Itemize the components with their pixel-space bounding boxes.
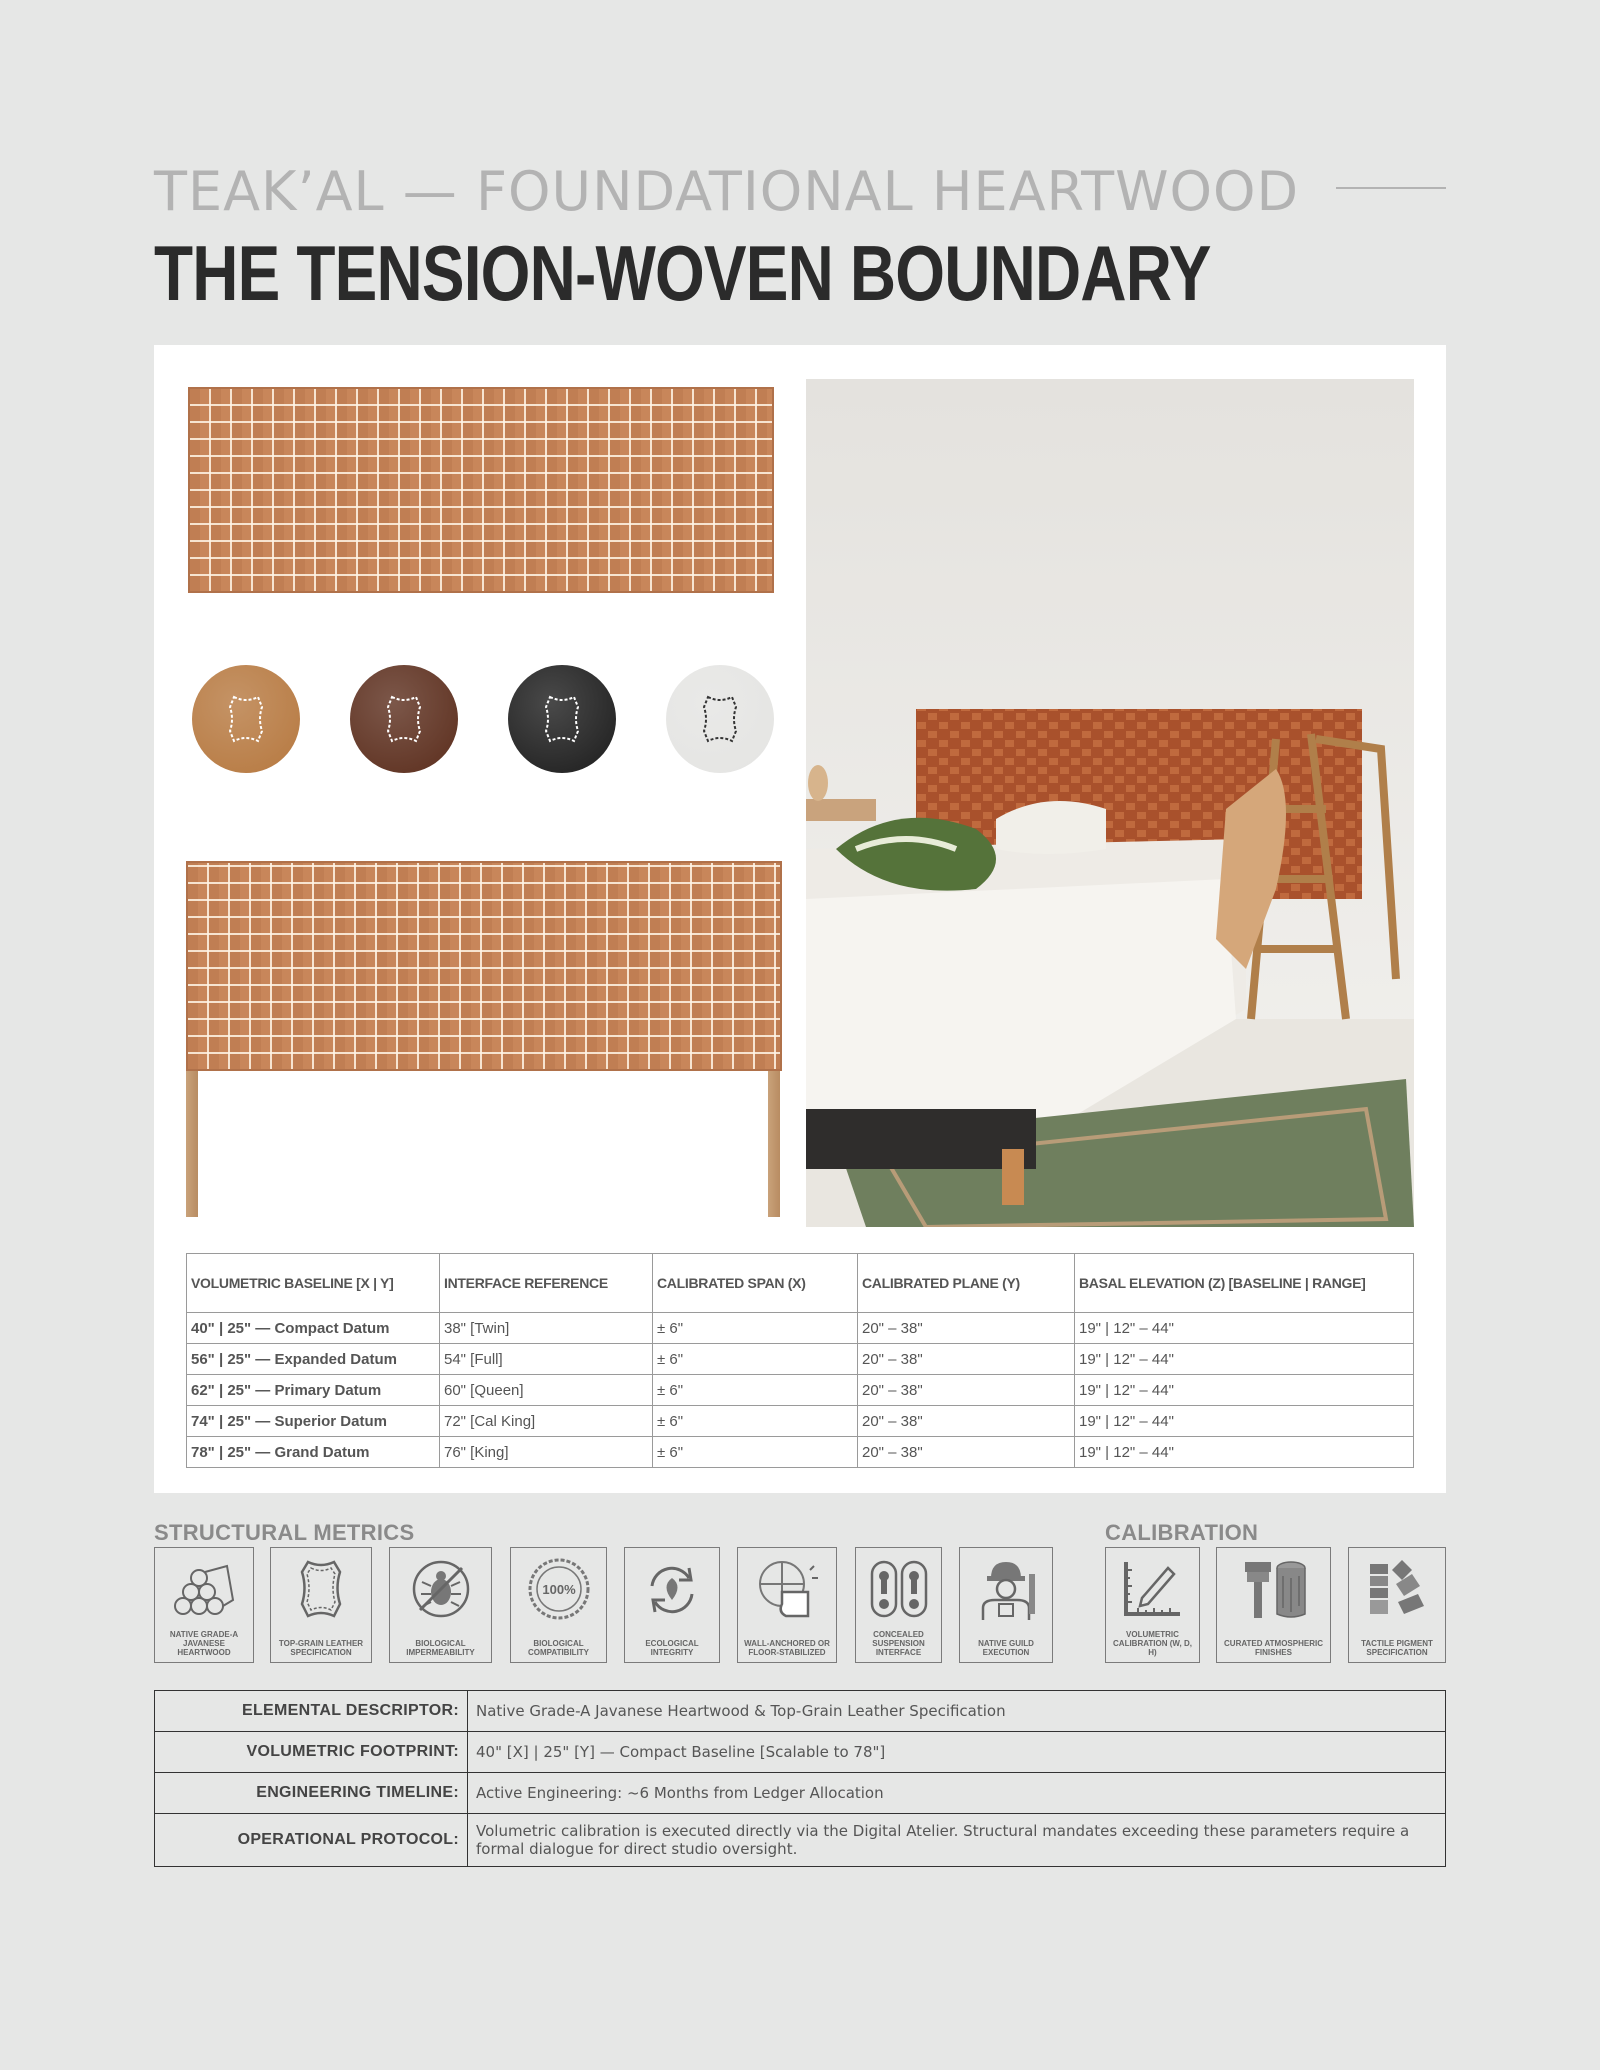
badge-caption: BIOLOGICAL IMPERMEABILITY [406,1639,475,1657]
headboard-wall-image [188,387,774,593]
table-cell: 54" [Full] [440,1344,653,1375]
info-row [155,1814,1446,1867]
badge-caption: ECOLOGICAL INTEGRITY [645,1639,699,1657]
info-key: VOLUMETRIC FOOTPRINT: [155,1732,468,1773]
swatch-black[interactable] [508,665,616,773]
craftsman-icon [971,1556,1041,1622]
color-fan-icon [1362,1556,1432,1622]
table-cell: 19" | 12" – 44" [1075,1437,1414,1468]
brush-stump-icon [1239,1556,1309,1622]
eco-cycle-icon [637,1556,707,1622]
bedroom-photo [806,379,1414,1227]
headboard-leg-right [768,1071,780,1217]
table-row [187,1406,1414,1437]
badge-caption: VOLUMETRIC CALIBRATION (W, D, H) [1113,1630,1192,1657]
badge-ecological [624,1547,720,1663]
info-row [155,1691,1446,1732]
badge-volumetric-calibration [1105,1547,1200,1663]
table-cell: 56" | 25" — Expanded Datum [187,1344,440,1375]
leather-hide-icon [690,689,750,749]
badge-caption: BIOLOGICAL COMPATIBILITY [527,1639,590,1657]
info-row [155,1773,1446,1814]
table-cell: 20" – 38" [858,1406,1075,1437]
table-cell: ± 6" [653,1375,858,1406]
badge-suspension [855,1547,942,1663]
table-cell: ± 6" [653,1344,858,1375]
table-cell: 60" [Queen] [440,1375,653,1406]
info-value: Active Engineering: ~6 Months from Ledger Allocation [468,1773,1446,1814]
badge-caption: WALL-ANCHORED OR FLOOR-STABILIZED [744,1639,830,1657]
info-value: Native Grade-A Javanese Heartwood & Top-Grain Leather Specification [468,1691,1446,1732]
table-cell: 19" | 12" – 44" [1075,1406,1414,1437]
table-cell: 72" [Cal King] [440,1406,653,1437]
table-cell: 20" – 38" [858,1344,1075,1375]
header-cell: VOLUMETRIC BASELINE [X | Y] [187,1254,440,1313]
info-value: Volumetric calibration is executed directly via the Digital Atelier. Structural mandates exceeding these parameters require a formal dialogue for direct studio oversight. [468,1814,1446,1867]
badge-seal-text: 100% [541,1582,576,1597]
badge-compatibility [510,1547,607,1663]
calibration-heading: CALIBRATION [1105,1520,1259,1545]
table-cell: ± 6" [653,1406,858,1437]
swatch-tan[interactable] [192,665,300,773]
badge-mounting [737,1547,837,1663]
badge-caption: TOP-GRAIN LEATHER SPECIFICATION [278,1639,364,1657]
table-cell: ± 6" [653,1437,858,1468]
leather-hide-icon [532,689,592,749]
keyhole-hanger-icon [864,1556,934,1622]
info-value: 40" [X] | 25" [Y] — Compact Baseline [Scalable to 78"] [468,1732,1446,1773]
header-cell: INTERFACE REFERENCE [440,1254,653,1313]
table-cell: ± 6" [653,1313,858,1344]
badge-caption: NATIVE GRADE-A JAVANESE HEARTWOOD [169,1630,239,1657]
table-row [187,1437,1414,1468]
headboard-leg-left [186,1071,198,1217]
product-panel [154,345,1446,1493]
table-header-row [187,1254,1414,1313]
header-cell: BASAL ELEVATION (Z) [BASELINE | RANGE] [1075,1254,1414,1313]
specification-summary-table [154,1690,1446,1867]
badge-leather [270,1547,372,1663]
header-cell: CALIBRATED PLANE (Y) [858,1254,1075,1313]
size-spec-table [186,1253,1414,1468]
swatch-espresso[interactable] [350,665,458,773]
badge-pigment [1348,1547,1446,1663]
brand-divider [1336,187,1446,189]
table-row [187,1313,1414,1344]
brand-line-title: TEAK’AL — FOUNDATIONAL HEARTWOOD [154,160,1300,223]
badge-finishes [1216,1547,1331,1663]
wall-floor-mount-icon [752,1556,822,1622]
table-cell: 20" – 38" [858,1313,1075,1344]
info-key: ELEMENTAL DESCRIPTOR: [155,1691,468,1732]
badge-caption: TACTILE PIGMENT SPECIFICATION [1361,1639,1433,1657]
hypoallergenic-seal-icon [524,1556,594,1622]
leather-hide-icon [374,689,434,749]
table-cell: 20" – 38" [858,1437,1075,1468]
info-key: ENGINEERING TIMELINE: [155,1773,468,1814]
headboard-legged-image [186,861,782,1071]
structural-metrics-heading: STRUCTURAL METRICS [154,1520,415,1545]
badge-heartwood [154,1547,254,1663]
ruler-pencil-icon [1118,1556,1188,1622]
page-title: THE TENSION-WOVEN BOUNDARY [154,229,1211,317]
table-cell: 76" [King] [440,1437,653,1468]
table-cell: 19" | 12" – 44" [1075,1344,1414,1375]
table-cell: 74" | 25" — Superior Datum [187,1406,440,1437]
table-row [187,1344,1414,1375]
badge-caption: NATIVE GUILD EXECUTION [978,1639,1034,1657]
info-row [155,1732,1446,1773]
table-cell: 19" | 12" – 44" [1075,1313,1414,1344]
badge-caption: CURATED ATMOSPHERIC FINISHES [1224,1639,1323,1657]
no-bug-icon [406,1556,476,1622]
table-cell: 78" | 25" — Grand Datum [187,1437,440,1468]
leather-hide-icon [286,1556,356,1622]
badge-caption: CONCEALED SUSPENSION INTERFACE [872,1630,925,1657]
leather-hide-icon [216,689,276,749]
badge-guild [959,1547,1053,1663]
table-cell: 20" – 38" [858,1375,1075,1406]
log-stack-icon [169,1556,239,1622]
swatch-white[interactable] [666,665,774,773]
table-cell: 62" | 25" — Primary Datum [187,1375,440,1406]
table-cell: 40" | 25" — Compact Datum [187,1313,440,1344]
table-cell: 19" | 12" – 44" [1075,1375,1414,1406]
info-key: OPERATIONAL PROTOCOL: [155,1814,468,1867]
table-row [187,1375,1414,1406]
header-cell: CALIBRATED SPAN (X) [653,1254,858,1313]
badge-impermeability [389,1547,492,1663]
table-cell: 38" [Twin] [440,1313,653,1344]
